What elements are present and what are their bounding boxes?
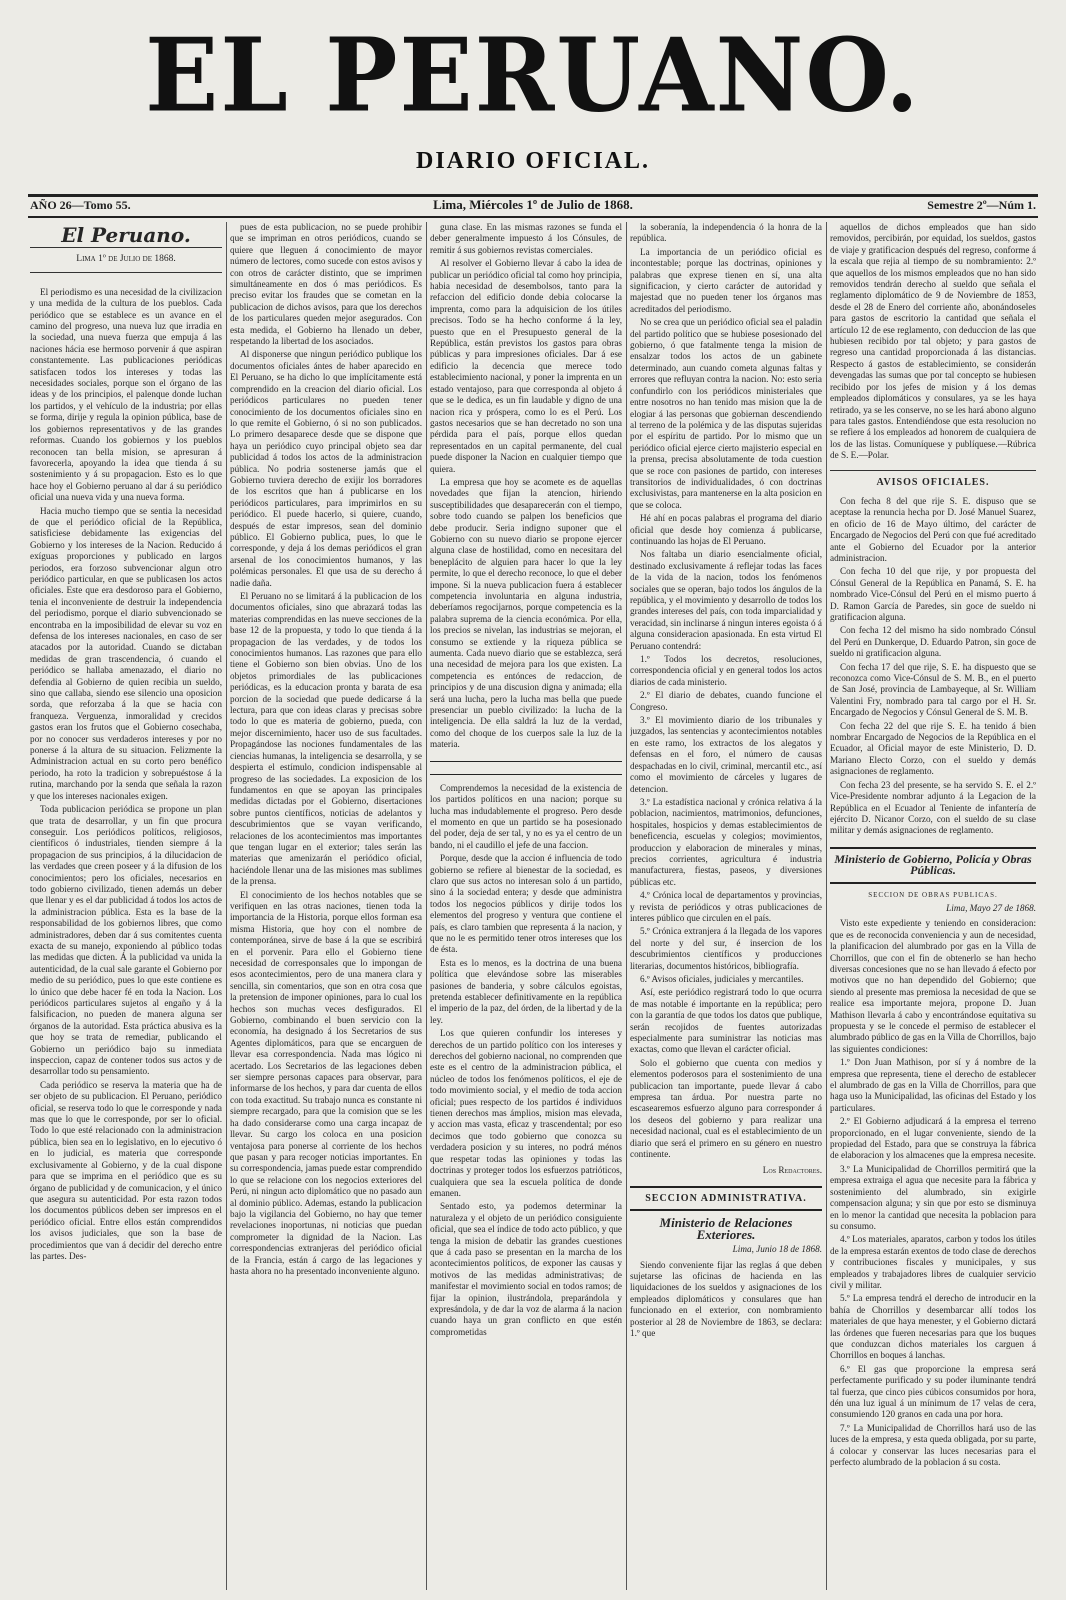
notice: Con fecha 12 del mismo ha sido nombrado Cónsul del Perú en Dunkerque, D. Eduardo Patron, sin goce de sueldo ni gratificacion alguna. bbox=[830, 625, 1036, 659]
list-item: 4.º Crónica local de departamentos y provincias, y revista de periódicos y otras publicaciones de interes público que circulen en el país. bbox=[630, 890, 822, 923]
list-item: 3.º La estadística nacional y crónica relativa á la poblacion, nacimientos, matrimonios, defunciones, hospitales, hospicios y demas establecimientos de beneficencia, escuelas y colegios; movimientos, produccion y elaboracion de minerales y minas, precios corrientes, agricultura é industria manufacturera, fiestas, paseos, y diversiones públicas etc. bbox=[630, 796, 822, 887]
paragraph: Nos faltaba un diario esencialmente oficial, destinado exclusivamente á reflejar todas las faces de la vida de la nacion, todos los fenómenos sociales que se operan, bajo todos los ángulos de la república, y el movimiento y desarrollo de todos los grandes intereses del país, con toda imparcialidad y veracidad, sin inclinarse á ningun interes egoista ó á alguna consideracion apasionada. En esta virtud El Peruano contendrá: bbox=[630, 549, 822, 651]
masthead-subtitle: DIARIO OFICIAL. bbox=[415, 148, 651, 174]
dateline bbox=[30, 198, 1036, 216]
avisos-title: AVISOS OFICIALES. bbox=[830, 470, 1036, 488]
masthead-title: EL PERUANO. bbox=[145, 16, 921, 135]
paragraph: Porque, desde que la accion é influencia de todo gobierno se refiere al bienestar de la sociedad, es claro que sus actos no interesan solo á un partido, sino á la sociedad entera; y desde que administra todos los negocios públicos y dirije todos los elementos del progreso y ventura que contiene el país, es claro tambien que representa á la nacion, y que no le es permitido tener otros intereses que los de ésta. bbox=[430, 853, 622, 955]
list-item: 1.º Todos los decretos, resoluciones, correspondencia oficial y en general todos los actos diarios de cada ministerio. bbox=[630, 654, 822, 687]
list-item: 7.º La Municipalidad de Chorrillos hará uso de las luces de la empresa, y esta queda obligada, por su parte, á colocar y conservar las luces necesarias para el perfecto alumbrado de la poblacion á su costa. bbox=[830, 1422, 1036, 1468]
column-divider bbox=[426, 222, 427, 1590]
editorial-date: Lima 1º de Julio de 1868. bbox=[30, 254, 222, 272]
column-2 bbox=[230, 222, 422, 1590]
notice: Con fecha 8 del que rije S. E. dispuso que se aceptase la renuncia hecha por D. José Manuel Suarez, en oficio de 16 de Mayo último, del carácter de Encargado de Negocios del Perú con que fué acreditado ante el Gobierno del Ecuador por la anterior administracion. bbox=[830, 495, 1036, 563]
list-item: 3.º La Municipalidad de Chorrillos permitirá que la empresa extraiga el agua que necesite para la fábrica y sostenimiento del alumbrado, sin exigirle compensacion alguna; y sin que por esto se disminuya en lo menor la cantidad que necesita la poblacion para su consumo. bbox=[830, 1163, 1036, 1231]
paragraph: pues de esta publicacion, no se puede prohibir que se impriman en otros periódicos, cuando se quiere que lleguen á conocimiento de mayor número de lectores, como sucede con estos avisos y con otros de carácter distinto, que se imprimen simultáneamente en dos ó mas periódicos. Es preciso evitar los fraudes que se cometan en la publicacion de dichos avisos, para que los derechos de los particulares queden mejor asegurados. Con esta medida, el Gobierno ha llenado un deber, respetando la libertad de los asociados. bbox=[230, 222, 422, 347]
paragraph: aquellos de dichos empleados que han sido removidos, percibirán, por equidad, los sueldos, gastos de viaje y gratificacion después del regreso, conforme á la escala que rejia al tiempo de su nombramiento: 2.º que aquellos de los mismos empleados que no han sido removidos tendrán derecho al sueldo que señala el reglamento diplomático de 9 de Noviembre de 1853, desde el 28 de Enero del corriente año, abonándoseles para gastos de escritorio la cantidad que señala el artículo 12 de ese reglamento, con deduccion de las que hubiesen recibido por tal objeto; y para gastos de regreso una cantidad proporcionada á las distancias. Respecto á gastos de establecimiento, se considerán devengadas las sumas que por tal concepto se hubiesen recibido por los jefes de mision y á los demas empleados diplomáticos y consulares, ya se les haya retirado, ya se les conserve, no se les hará abono alguno para tales gastos. Entendiéndose que esta resolucion no se refiere á los empleados ad honorem de cualquiera de los de las listas. Comuníquese y publíquese.—Rúbrica de S. E.—Polar. bbox=[830, 222, 1036, 461]
list-item: 5.º La empresa tendrá el derecho de introducir en la bahía de Chorrillos y desembarcar allí todos los materiales de que haya menester, y el Gobierno dictará las órdenes que fueren necesarias para que los buques que conduzcan dichos materiales los carguen á Chorrillos en boques á lanchas. bbox=[830, 1293, 1036, 1361]
section-administrativa: SECCION ADMINISTRATIVA. bbox=[630, 1186, 822, 1211]
paragraph: Esta es lo menos, es la doctrina de una buena política que elevándose sobre las miserables pasiones de banderia, y sobre cálculos egoistas, pretenda establecer definitivamente en la república el imperio de la paz, del órden, de la libertad y de la ley. bbox=[430, 957, 622, 1025]
column-4 bbox=[630, 222, 822, 1590]
paragraph: No se crea que un periódico oficial sea el paladin del partido político que se hubiese posesionado del gobierno, ó que fatalmente tenga la mision de ensalzar todos los actos de un gabinete determinado, aun cuando cometa algunas faltas y errores que refluyan contra la nacion. No: esto seria confundirlo con los periódicos ministeriales que entre nosotros no han tenido mas mision que la de elogiar á las personas que gobiernan descendiendo al terreno de la polémica y de las disputas sujeridas por el espíritu de partido. Por lo mismo que un periódico oficial ejerce cierto majisterio especial en la prensa, precisa absolutamente de toda cuestion que se roce con pasiones de partido, con intereses transitorios de individualidades, ó con doctrinas exclusivistas, para mantenerse en la alta posicion en que se coloca. bbox=[630, 317, 822, 510]
paragraph: Siendo conveniente fijar las reglas á que deben sujetarse las oficinas de hacienda en las liquidaciones de los sueldos y asignaciones de los empleados diplomáticos y consulares que han funcionado en el exterior, con nombramiento posterior al 28 de Noviembre de 1863, se declara: 1.º que bbox=[630, 1259, 822, 1338]
paragraph: El periodismo es una necesidad de la civilizacion y una medida de la cultura de los pueblos. Cada periódico que se establece es un avance en el camino del progreso, una nueva luz que irradia en la sociedad, una nueva fuerza que empuja á las naciones hácia ese hermoso porvenir á que aspiran constantemente. Las publicaciones periódicas satisfacen todos los intereses y todas las necesidades sociales, porque son el órgano de las ideas y de los principios, el palenque donde luchan los partidos, y el vehículo de la industria; por ellas se forma, dirije y regula la opinion pública, base de los gobiernos representativos y de las grandes reformas. Cuando los gobiernos y los pueblos reconocen tan bella mision, se apresuran á favorecerla, apoyando la idea que tienda á su sostenimiento y á su propagacion. Esto es lo que hace hoy el Gobierno peruano al dar á su periódico oficial una nueva vida y una nueva forma. bbox=[30, 286, 222, 503]
paragraph: Comprendemos la necesidad de la existencia de los partidos políticos en una nacion; porque su lucha mas indudablemente el progreso. Pero desde el momento en que un partido se ha posesionado del poder, deja de ser tal, y no es ya el centro de un bando, ni el caudillo el jefe de una faccion. bbox=[430, 782, 622, 850]
list-item: 4.º Los materiales, aparatos, carbon y todos los útiles de la empresa estarán exentos de todo clase de derechos y contribuciones fiscales y municipales, y sus empleados y trabajadores libres de cualquier servicio civil y militar. bbox=[830, 1234, 1036, 1290]
column-1 bbox=[30, 222, 222, 1590]
paragraph: Toda publicacion periódica se propone un plan que trata de desarrollar, y un fin que procura conseguir. Los periódicos políticos, religiosos, científicos ó industriales, tienden siempre á la propagacion de sus principios, á la dilucidacion de las verdades que creen poseer y á la difusion de los conocimientos; pero los oficiales, necesarios en todo gobierno civilizado, tienen además un deber que llenar y es el dar publicidad á todos los actos de la administracion pública. Esta es la base de la responsabilidad de los gobiernos libres, que como administradores, deben dar á sus comitentes cuenta exacta de su manejo, exponiendo al público todas las medidas que dicten. Á la publicidad va unida la autenticidad, de la cual sale garante el Gobierno por medio de su periódico, pues lo que este contiene es lo único que debe hacer fé en toda la Nacion. Los periódicos particulares sujetos al engaño y á la falsificacion, no pueden de manera alguna ser órganos de la autoridad. Esta práctica abusiva es la que hoy se trata de remediar, publicando el Gobierno un periódico bajo su inmediata inspeccion, capaz de contener todos sus actos y de desarrollar todo su pensamiento. bbox=[30, 804, 222, 1077]
paragraph: Visto este expediente y teniendo en consideracion: que es de reconocida conveniencia y aun de necesidad, la planificacion del alumbrado por gas en la Villa de Chorrillos, que con el fin de obtenerlo se han hecho diversas concesiones que no se han llevado á efecto por motivos que no han dependido del Gobierno; que siendo al presente mas premiosa la necesidad de que se realice esa importante mejora, propone D. Juan Mathison llevarla á cabo y encontrándose equitativa su propuesta y se le concede el permiso de establecer el alumbrado público de gas en la Villa de Chorrillos, bajo las siguientes condiciones: bbox=[830, 918, 1036, 1054]
notice: Con fecha 17 del que rije, S. E. ha dispuesto que se reconozca como Vice-Cónsul de S. M. B., en el puerto de San José, provincia de Lambayeque, al Sr. William Valentini Fry, nombrado para tal cargo por el H. Sr. Encargado de Negocios y Cónsul General de S. M. B. bbox=[830, 661, 1036, 718]
ministry-heading: Ministerio de Relaciones Exteriores. bbox=[659, 1215, 793, 1242]
column-divider bbox=[226, 222, 227, 1590]
column-divider bbox=[826, 222, 827, 1590]
list-item: 6.º El gas que proporcione la empresa será perfectamente purificado y su poder iluminante tendrá tal fuerza, que cinco pies cúbicos consumidos por hora, dén una luz igual á un mínimum de 17 velas de cera, consumiendo 120 granos en cada una por hora. bbox=[830, 1363, 1036, 1420]
list-item: 5.º Crónica extranjera á la llegada de los vapores del norte y del sur, é insercion de los descubrimientos científicos y producciones literarias, documentos históricos, bibliografía. bbox=[630, 926, 822, 971]
paragraph: Solo el gobierno que cuenta con medios y elementos poderosos para el sostenimiento de una publicacion tan importante, puede llevar á cabo empresa tan árdua. Por nuestra parte no escasearemos esfuerzo alguno para corresponder á los deseos del gobierno y para realizar una necesidad nacional, cual es el establecimiento de un diario que será el primero en su género en nuestro continente. bbox=[630, 1057, 822, 1160]
paragraph: El conocimiento de los hechos notables que se verifiquen en las otras naciones, tienen toda la importancia de la Historia, porque ellos forman esa misma Historia, que hoy con el nombre de contemporánea, sirve de base á la que se escribirá en el porvenir. Para ello el Gobierno tiene necesidad de corresponsales que lo impongan de esos acontecimientos, pero de una manera clara y sencilla, sin comentarios, que son en otra cosa que la pretension de imponer opiniones, para lo cual los hechos son muchas veces desfigurados. El Gobierno, combinando el buen servicio con la economía, ha designado á los Secretarios de sus Agentes diplomáticos, para que se encarguen de llevar esa correspondencia. Nada mas lógico ni acertado. Los Secretarios de las legaciones deben ser siempre personas capaces para observar, para informarse de los hechos, y para dar cuenta de ellos con toda exactitud. Su trabajo nunca es constante ni siempre recargado, para que la comision que se les ha dado considerarse como una carga incapaz de llevar. Su cargo los coloca en una posicion ventajosa para ponerse al corriente de los hechos que pasan y para recoger noticias importantes. En su correspondencia, jamas puede estar comprendido lo que se relacione con los negocios exteriores del Perú, ni ningun acto diplomático que no pasado aun al dominio público. Ademas, estando la publicacion bajo la vigilancia del Gobierno, no hay que temer revelaciones inoportunas, ni noticias que puedan comprometer la dignidad de la Nacion. Las correspondencias extranjeras del periódico oficial de la Francia, están á cargo de las legaciones y hasta ahora no ha presentado inconveniente alguno. bbox=[230, 889, 422, 1276]
paragraph: Los que quieren confundir los intereses y derechos de un partido político con los intereses y derechos del gobierno nacional, no comprenden que este es el centro de la administracion pública, el núcleo de todos los fenómenos políticos, el eje de todo movimiento social, y el medio de toda accion oficial; pues respecto de los partidos é individuos tienen derechos mas ámplios, mision mas elevada, y accion mas vasta, eficaz y trascendental; por eso decimos que todo gobierno que conozca su verdadera posicion y su interes, no podrá ménos que respetar todas las opiniones y todas las doctrinas y proteger todos los esfuerzos patrióticos, cualquiera que sea la escuela política de donde emanen. bbox=[430, 1028, 622, 1198]
notice: Con fecha 10 del que rije, y por propuesta del Cónsul General de la República en Panamá, S. E. ha nombrado Vice-Cónsul del Perú en el mismo puerto á D. Ramon García de Paredes, sin goce de sueldo ni gratificacion alguna. bbox=[830, 566, 1036, 622]
paragraph: Sentado esto, ya podemos determinar la naturaleza y el objeto de un periódico consiguiente oficial, que sea el índice de todo acto público, y que tenga la mision de debatir las grandes cuestiones que á cada paso se presentan en la marcha de los acontecimientos políticos, de exponer las causas y motivos de las medidas administrativas; de manifestar el movimiento social en todos ramos; de fijar la opinion, ilustrándola, preparándola y expresándola, y de dar la voz de alarma á la nacion cuando haya un gran conflicto en que estén comprometidas bbox=[430, 1201, 622, 1337]
paragraph: Al disponerse que ningun periódico publique los documentos oficiales ántes de haber aparecido en El Peruano, se ha dicho lo que implícitamente está comprendido en la creacion del diario oficial. Los periódicos particulares no pueden tener conocimiento de los documentos oficiales sino en lo que remite el Gobierno, ó si no son publicados. Lo primero desaparece desde que se dispone que haya un periódico cuyo principal objeto sea dar publicidad á todos los actos de la administracion pública. No podria sostenerse jamás que el Gobierno tuviera derecho de exijir los borradores de los escritos que han á publicarse en los periódicos particulares, para imprimirlos en su periódico. El puede hacerlo, si quiere, cuando, después de estar impresos, sean del dominio público. El Gobierno publica, pues, lo que le corresponde, y deja á los demas periódicos el gran arsenal de los conocimientos humanos, y las polémicas personales. El que usa de su derecho á nadie daña. bbox=[230, 349, 422, 588]
list-item: 2.º El Gobierno adjudicará á la empresa el terreno proporcionado, en el lugar conveniente, siendo de la propiedad del Estado, para que se construya la fábrica de elaboracion y los almacenes que la empresa necesite. bbox=[830, 1116, 1036, 1161]
list-item: 2.º El diario de debates, cuando funcione el Congreso. bbox=[630, 690, 822, 712]
dateline-rule bbox=[28, 216, 1038, 218]
column-5 bbox=[830, 222, 1036, 1590]
signature: Los Redactores. bbox=[762, 1164, 822, 1175]
list-item: 1.º Don Juan Mathison, por sí y á nombre de la empresa que representa, tiene el derecho de establecer el alumbrado de gas en la Villa de Chorrillos, para que haga uso la Municipalidad, las oficinas del Estado y los particulares. bbox=[830, 1057, 1036, 1113]
paragraph: La empresa que hoy se acomete es de aquellas novedades que fijan la atencion, hiriendo susceptibilidades que desaparecerán con el tiempo, sobre todo cuando se palpen los beneficios que debe producir. Seria indigno suponer que el Gobierno con su nuevo diario se propone ejercer alguna clase de hostilidad, como en necesitara del beneplácito de alguien para hacer lo que la ley permite, lo que el derecho reconoce, lo que el deber impone. Si la nueva publicacion fuera á establecer competencia involuntaria en alguna industria, deberíamos regocijarnos, porque competencia es la palabra suprema de la ciencia económica. Por ella, los precios se nivelan, las industrias se mejoran, el consumo se extiende y la riqueza pública se aumenta. Cada nuevo diario que se establezca, será una necesidad de mejora para los que existen. La competencia es entónces de redaccion, de principios y de una discusion digna y animada; ella será una lucha, pero la lucha mas bella que puede presenciar un pueblo civilizado: la lucha de la inteligencia. De ella saldrá la luz de la verdad, como del choque de los cuerpos sale la luz de la materia. bbox=[430, 476, 622, 750]
paragraph: Hé ahí en pocas palabras el programa del diario oficial que desde hoy comienza á publicarse, continuando las hojas de El Peruano. bbox=[630, 513, 822, 546]
editorial-heading: El Peruano. bbox=[30, 230, 222, 248]
paragraph: El Peruano no se limitará á la publicacion de los documentos oficiales, sino que abrazará todas las materias comprendidas en las nueve secciones de la base 12 de la propuesta, y todo lo que tienda á la propagacion de las verdades, y de todos los conocimientos humanos. Las razones que para ello tiene el Gobierno son bien obvias. Uno de los objetos primordiales de las publicaciones periódicas, es la educacion pronta y barata de esa porcion de la sociedad que puede dedicarse á la lectura, para que con ideas claras y precisas sobre todo lo que es materia de gobierno, pueda, con mejor discernimiento, hacer uso de sus facultades. Propagándose las nociones fundamentales de las ciencias humanas, la inteligencia se desarrolla, y se despierta el estímulo, condicion indispensable al progreso de las sociedades. La exposicion de los fundamentos en que se apoyan las principales medidas dictadas por el Gobierno, disertaciones sobre puntos científicos, noticias de adelantos y descubrimientos que se vayan verificando, relaciones de los acontecimientos mas importantes que tengan lugar en el exterior; tales serán las materias que amenizarán el periódico oficial, haciéndole llenar una de las misiones mas sublimes de la prensa. bbox=[230, 591, 422, 887]
issue-number: Semestre 2º—Núm 1. bbox=[927, 198, 1036, 212]
paragraph: La importancia de un periódico oficial es incontestable; porque las doctrinas, opiniones y palabras que exprese tienen en sí, una alta significacion, y cierto carácter de autoridad y majestad que no pueden tener los órganos mas acreditados del periodismo. bbox=[630, 246, 822, 314]
paragraph: Así, este periódico registrará todo lo que ocurra de mas notable é importante en la república; pero con la garantía de que todos los datos que publique, serán recojidos de fuentes autorizadas especialmente para suministrar las noticias mas exactas, como que llevan el carácter oficial. bbox=[630, 987, 822, 1055]
notice: Con fecha 23 del presente, se ha servido S. E. el 2.º Vice-Presidente nombrar adjunto á la Legacion de la República en el Ecuador al Teniente de infantería de ejército D. Nicanor Corzo, con el sueldo de su clase militar y demás asignaciones de reglamento. bbox=[830, 779, 1036, 836]
column-3 bbox=[430, 222, 622, 1590]
list-item: 3.º El movimiento diario de los tribunales y juzgados, las sentencias y acontecimientos notables en este ramo, los extractos de los alegatos y defensas en el foro, el número de causas despachadas en lo civil, criminal, mercantil etc., así como el movimiento de cárceles y lugares de detencion. bbox=[630, 715, 822, 794]
paragraph: Hacia mucho tiempo que se sentia la necesidad de que el periódico oficial de la República, satisficiese debidamente las exigencias del Gobierno y los intereses de la Nacion. Reducido á exíguas proporciones y publicado en largos periodos, era forzoso subvencionar algun otro periódico particular, en que se publicasen los actos oficiales. Este que era desdoroso para el Gobierno, tenia el inconveniente de destruir la independencia del periodismo, porque el diario subvencionado se encontraba en la imposibilidad de elevar su voz en defensa de los intereses nacionales, en caso de ser atacados por la autoridad. Cuando se dictaban medidas de gran trascendencia, ó cuando el periódico se hallaba amenazado, el diario no defendia al Gobierno de quien recibia un sueldo, sino que callaba, siendo ese silencio una oposicion sorda, que reforzaba á la que se hacia con franqueza. Verguenza, inmoralidad y crecidos gastos eran los frutos que el Gobierno cosechaba, por no conocer sus verdaderos intereses y por no ponerse á la altura de su situacion. Felizmente la Administracion actual en su corto pero benéfico periodo, ha roto la tradicion y sobrepuéstose á la rutina, marchando por la senda que señala la razon y que los intereses nacionales exigen. bbox=[30, 505, 222, 801]
decree-date: Lima, Junio 18 de 1868. bbox=[732, 1244, 822, 1255]
notice: Con fecha 22 del que rije S. E. ha tenido á bien nombrar Encargado de Negocios de la República en el Ecuador, al Oficial mayor de este Ministerio, D. D. Mariano Electo Corzo, con el sueldo y demás asignaciones de reglamento. bbox=[830, 720, 1036, 777]
ministry-box: Ministerio de Gobierno, Policía y Obras Públicas. bbox=[830, 847, 1036, 884]
column-divider bbox=[626, 222, 627, 1590]
sub-section-title: SECCION DE OBRAS PUBLICAS. bbox=[868, 890, 998, 899]
article-separator bbox=[430, 761, 622, 775]
list-item: 6.º Avisos oficiales, judiciales y mercantiles. bbox=[640, 974, 804, 984]
paragraph: guna clase. En las mismas razones se funda el deber generalmente impuesto á los Cónsules, de remitir á sus gobiernos revistas comerciales. bbox=[430, 222, 622, 255]
issue-date: Lima, Miércoles 1º de Julio de 1868. bbox=[433, 197, 633, 212]
volume-label: AÑO 26—Tomo 55. bbox=[30, 198, 131, 212]
decree-date: Lima, Mayo 27 de 1868. bbox=[946, 902, 1036, 913]
paragraph: Al resolver el Gobierno llevar á cabo la idea de publicar un periódico oficial tal como hoy principia, habia necesidad de desembolsos, tanto para la refaccion del edificio donde debia colocarse la imprenta, como para la adquisicion de los útiles precisos. Todo se ha hecho conforme á la ley, puesto que en el Presupuesto general de la República, están previstos los gastos para obras públicas y para impresiones oficiales. Dar á ese edificio la decencia que merece todo establecimiento nacional, y poner la imprenta en un estado ventajoso, para que corresponda al objeto á que se le dedica, es un fin laudable y digno de una nacion rica y próspera, como lo es el Perú. Los gastos necesarios que se han decretado no son una pérdida para el país, porque ellos quedan representados en un capital permanente, del cual puede disponer la Nacion en cualquier tiempo que quiera. bbox=[430, 258, 622, 474]
paragraph: la soberanía, la independencia ó la honra de la república. bbox=[630, 222, 822, 244]
paragraph: Cada periódico se reserva la materia que ha de ser objeto de su publicacion. El Peruano, periódico oficial, se reserva todo lo que le corresponde y nada mas que lo que le corresponde, por ser lo oficial. Todo lo que esté relacionado con la administracion pública, bien sea en lo legislativo, en lo ejecutivo ó en lo judicial, es materia que corresponde exclusivamente al Gobierno, y de la cual dispone para que se imprima en el periódico que es su órgano de publicidad y de comunicacion, y el único que asegura su autenticidad. Por esta razon todos los documentos públicos deben ser impresos en el periódico oficial. Entre ellos están comprendidos los avisos judiciales, que son la base de procedimientos que van á decidir del derecho entre las partes. Des- bbox=[30, 1079, 222, 1261]
